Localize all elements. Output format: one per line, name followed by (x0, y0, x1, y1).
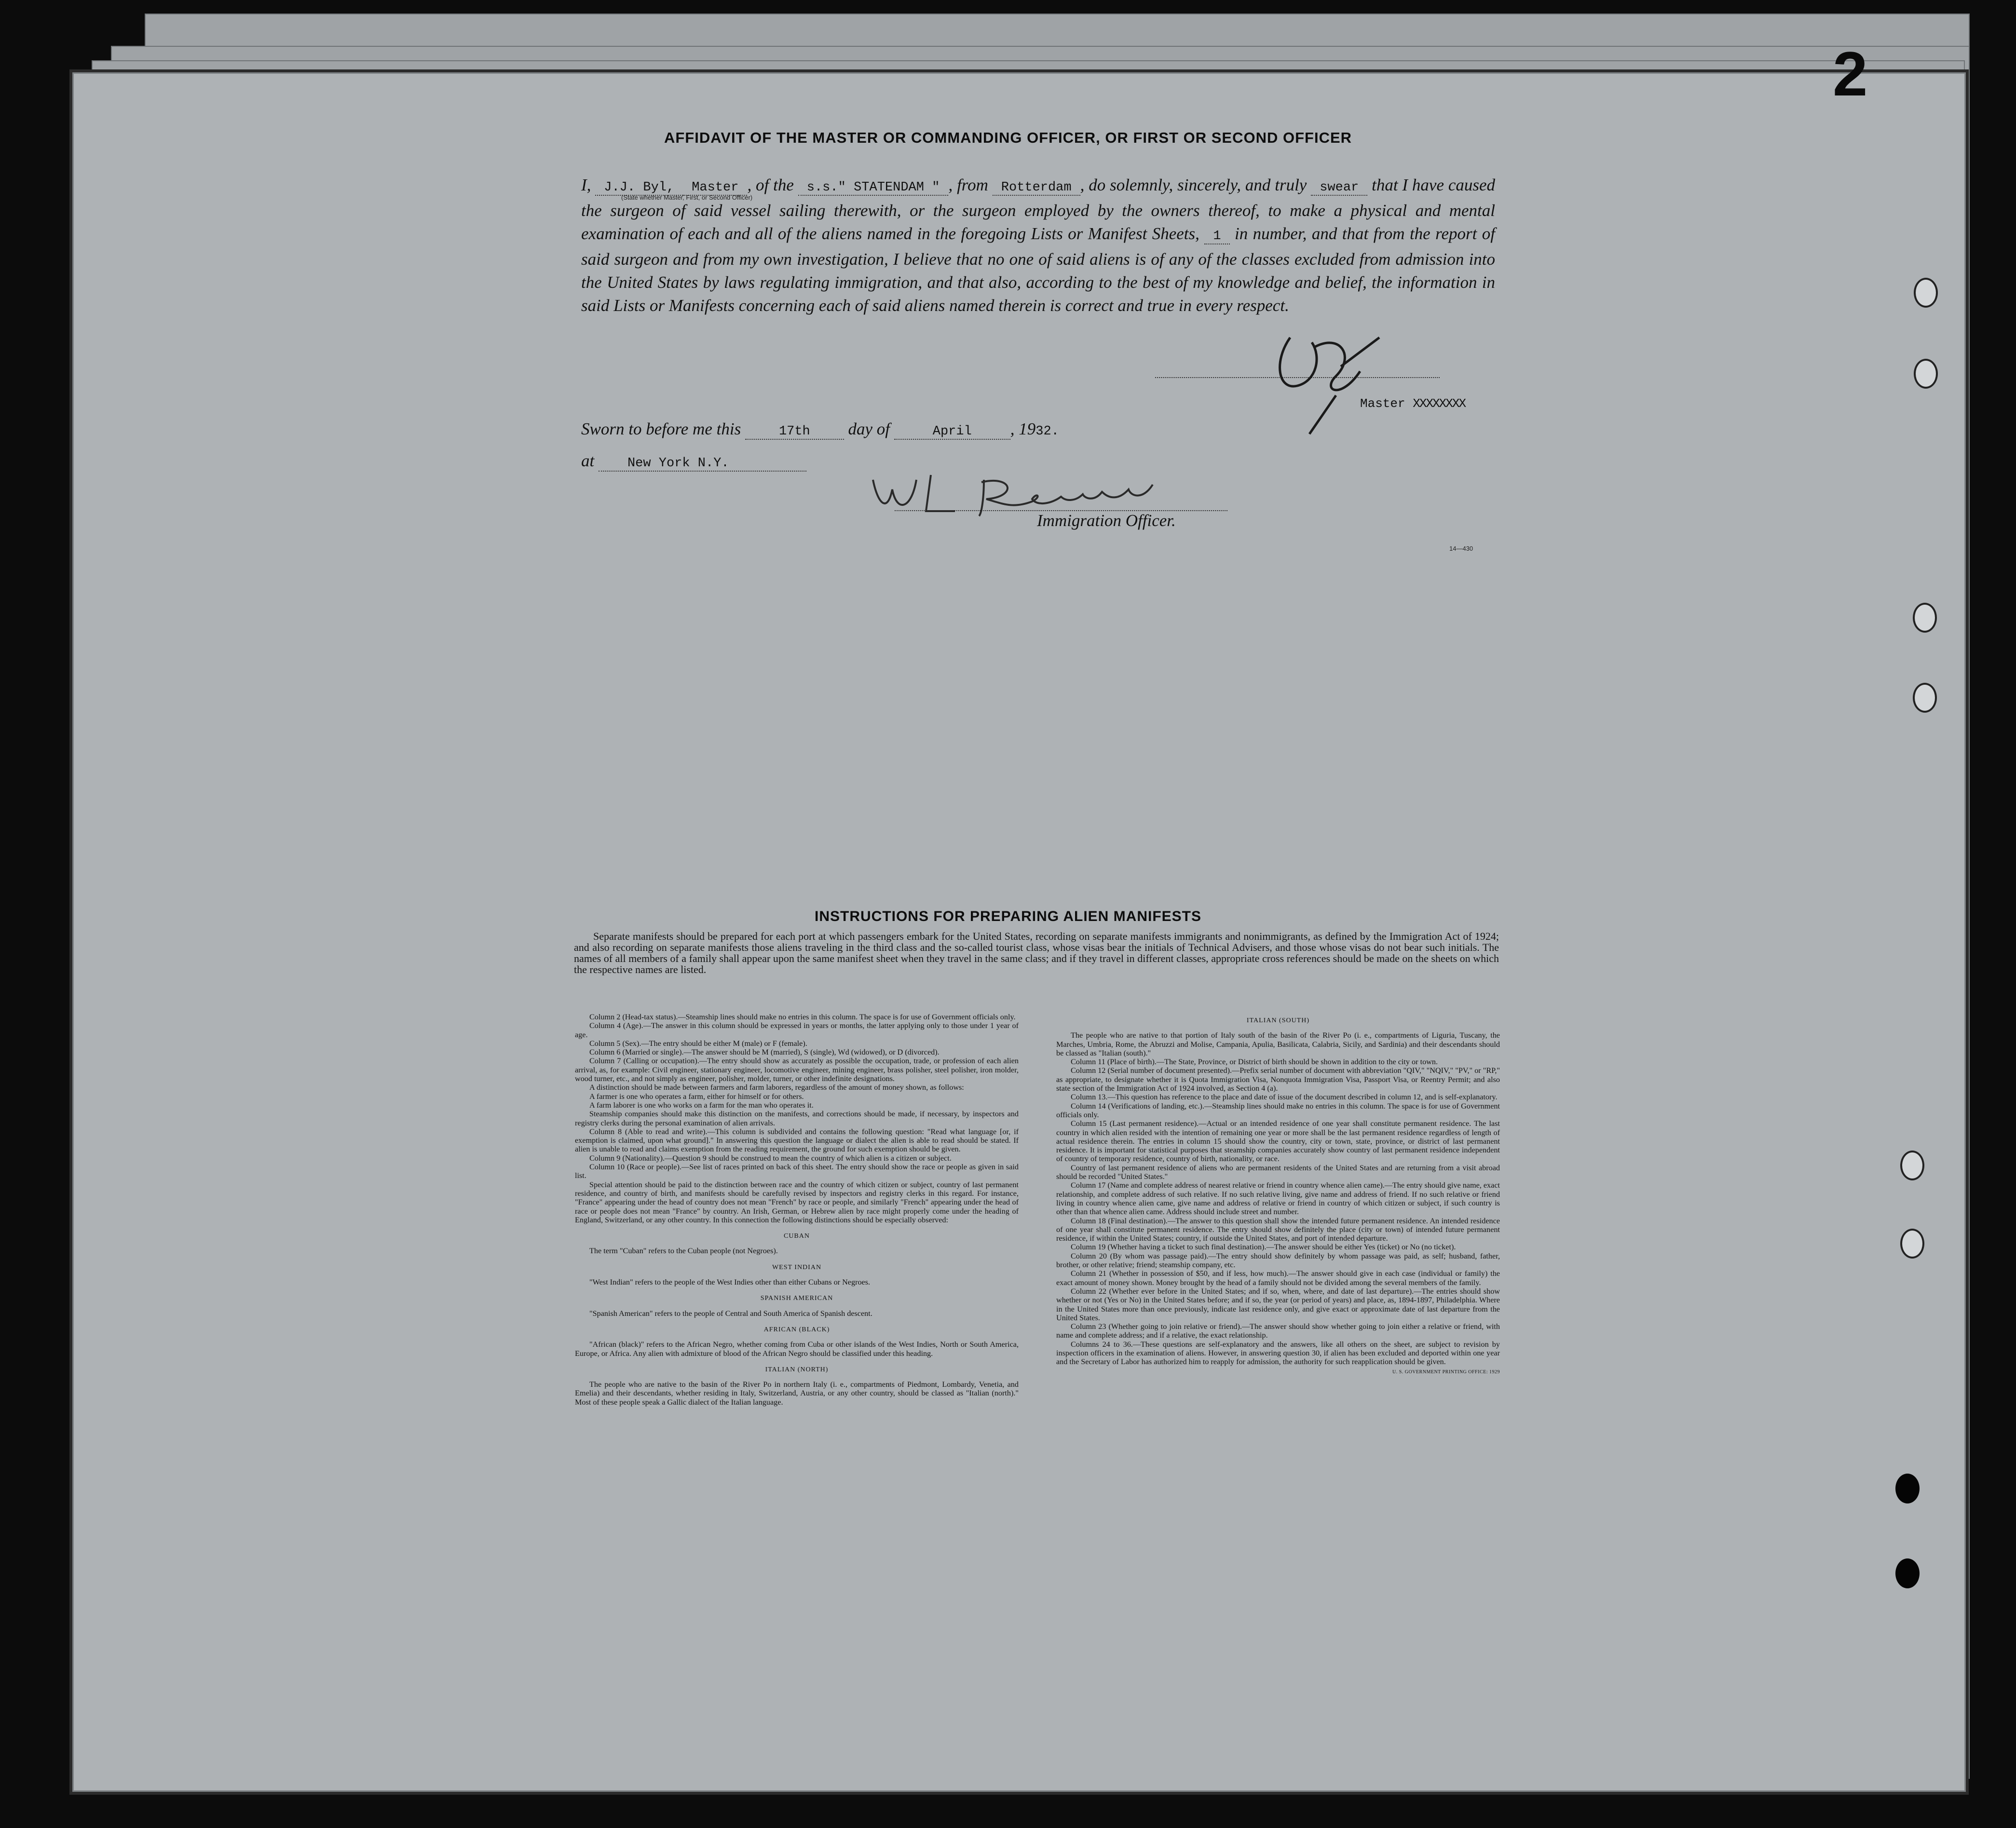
heading-african: AFRICAN (BLACK) (763, 1326, 830, 1333)
instruction-paragraph: Columns 24 to 36.—These questions are self-explanatory and the answers, like all others on the sheet, are subject to revision by inspection officers in the examination of aliens. However, in answering question 30, if alien has been excluded and deported within one year and the Secretary of Labor has authorized him to reapply for admission, the authority for such reapplication should be given. (1056, 1340, 1500, 1367)
instruction-paragraph: Column 12 (Serial number of document presented).—Prefix serial number of document with abbreviation "QIV," "NQIV," "PV," or "RP," as appropriate, to designate whether it is Quota Immigration Visa, Nonquota Immigration Visa, Passport Visa, or Reentry Permit; and also state section of the Immigration Act of 1924 involved, as Section 4 (a). (1056, 1066, 1500, 1093)
instruction-paragraph: Special attention should be paid to the distinction between race and the country of which citizen or subject, country of last permanent residence, and country of birth, and manifests should be carefully revised by inspectors and registry clerks in this regard. For instance, "France" appearing under the head of country does not mean "French" by race or people, and similarly "French" appearing under the head of race or people does not mean "France" by country. An Irish, German, or Hebrew alien by race might properly come under the heading of England, Switzerland, or any other country. In this connection the following distinctions should be especially observed: (575, 1180, 1019, 1224)
ship-name: s.s." STATENDAM " (798, 180, 949, 196)
immigration-officer-label: Immigration Officer. (1037, 511, 1176, 530)
instruction-paragraph: Column 2 (Head-tax status).—Steamship lines should make no entries in this column. The space is for use of Government officials only. (589, 1013, 1016, 1021)
affidavit-body: I, J.J. Byl, Master , of the s.s." STATENDAM " , from Rotterdam , do solemnly, sincerely, and truly swear that I have caused the surgeon of said vessel sailing therewith, or the surgeon employed by the owners thereof, to make a physical and mental examination of each and all of the aliens named in the foregoing Lists or Manifest Sheets, 1 in number, and that from the report of said surgeon and from my own investigation, I believe that no one of said aliens is of any of the classes excluded from admission into the United States by laws regulating immigration, and that also, according to the best of my knowledge and belief, the information in said Lists or Manifests concerning each of said aliens named therein is correct and true in every respect. (581, 176, 1496, 315)
departure-port: Rotterdam (993, 180, 1080, 196)
affidavit-title: AFFIDAVIT OF THE MASTER OR COMMANDING OFFICER, OR FIRST OR SECOND OFFICER (664, 129, 1352, 146)
instruction-paragraph: The people who are native to that portion of Italy south of the basin of the River Po (i. e., compartments of Liguria, Tuscany, the Marches, Umbria, Rome, the Abruzzi and Molise, Campania, Apulia, Basilicata, Calabria, Sicily, and Sardinia) and their descendants should be classed as "Italian (south)." (1056, 1031, 1500, 1057)
instruction-paragraph: Column 18 (Final destination).—The answer to this question shall show the intended future permanent residence. An intended residence of one year shall constitute permanent residence. The entry should show definitely the place (city or town) of intended future permanent residence, if within the United States; country, if outside the United States, and port of intended departure. (1056, 1216, 1500, 1243)
sworn-day: 17th (745, 424, 844, 440)
instruction-paragraph: "Spanish American" refers to the people of Central and South America of Spanish descent. (589, 1309, 872, 1318)
officer-rank: Master (683, 180, 747, 196)
instructions-left-column (575, 1013, 1019, 1407)
instruction-paragraph: A farm laborer is one who works on a farm for the man who operates it. (589, 1100, 814, 1110)
instruction-paragraph: Column 11 (Place of birth).—The State, Province, or District of birth should be shown in addition to the city or town. (1071, 1057, 1438, 1067)
heading-italian-south: ITALIAN (SOUTH) (1246, 1017, 1310, 1024)
instruction-paragraph: Column 17 (Name and complete address of nearest relative or friend in country whence alien came).—The entry should give name, exact relationship, and complete address of such relative. If no such relative living, give name and address of friend. If no such relative or friend living in country whence alien came, give name and address of relative or friend in country of which citizen or subject, if such country is other than that whence alien came. Address should include street and number. (1056, 1181, 1500, 1217)
instruction-paragraph: The term "Cuban" refers to the Cuban people (not Negroes). (589, 1246, 778, 1256)
instructions-intro: Separate manifests should be prepared for each port at which passengers embark for the United States, recording on separate manifests immigrants and nonimmigrants, as defined by the Immigration Act of 1924; and also recording on separate manifests those aliens traveling in the third class and the so-called tourist class, whose visas bear the initials of Technical Advisers, and those whose visas do not bear such initials. The names of all members of a family shall appear upon the same manifest sheet when they travel in the same class; and if they travel in different classes, appropriate cross references should be made on the sheets on which the respective names are listed. (574, 930, 1499, 975)
binder-hole (1895, 1474, 1920, 1503)
binder-hole (1913, 683, 1937, 713)
instruction-paragraph: "West Indian" refers to the people of the West Indies other than either Cubans or Negroes. (589, 1278, 871, 1287)
place-value: New York N.Y. (599, 456, 806, 472)
instruction-paragraph: Country of last permanent residence of aliens who are permanent residents of the United States and are returning from a visit abroad should be recorded "United States." (1056, 1163, 1500, 1181)
sworn-place: at New York N.Y. (581, 451, 806, 471)
instruction-paragraph: Column 19 (Whether having a ticket to such final destination).—The answer should be either Yes (ticket) or No (no ticket). (1071, 1243, 1456, 1252)
instruction-paragraph: A farmer is one who operates a farm, either for himself or for others. (589, 1092, 804, 1101)
instructions-title: INSTRUCTIONS FOR PREPARING ALIEN MANIFESTS (814, 908, 1202, 924)
struck-titles: XXXXXXXX (1413, 396, 1466, 411)
instruction-paragraph: Column 6 (Married or single).—The answer should be M (married), S (single), Wd (widowed), or D (divorced). (589, 1048, 940, 1057)
instruction-paragraph: Column 23 (Whether going to join relative or friend).—The answer should show whether going to join either a relative or friend, with name and complete address; and if a relative, the exact relationship. (1056, 1322, 1500, 1340)
instruction-paragraph: Column 21 (Whether in possession of $50, and if less, how much).—The answer should give in each case (individual or family) the exact amount of money shown. Money brought by the head of a family should not be divided among the several members of the family. (1056, 1269, 1500, 1287)
instruction-paragraph: "African (black)" refers to the African Negro, whether coming from Cuba or other islands of the West Indies, North or South America, Europe, or Africa. Any alien with admixture of blood of the African Negro should be classified under this heading. (575, 1340, 1019, 1358)
binder-hole (1900, 1229, 1924, 1259)
instruction-paragraph: Steamship companies should make this distinction on the manifests, and corrections should be made, if necessary, by inspectors and registry clerks during the personal examination of alien arrivals. (575, 1110, 1019, 1127)
instruction-paragraph: Column 14 (Verifications of landing, etc.).—Steamship lines should make no entries in this column. The space is for use of Government officials only. (1056, 1101, 1500, 1119)
instruction-paragraph: Column 7 (Calling or occupation).—The entry should show as accurately as possible the occupation, trade, or profession of each alien arrival, as, for example: Civil engineer, stationary engineer, locomotive engineer, mining engineer, brass polisher, steel polisher, iron molder, wood turner, etc., and not simply as engineer, polisher, molder, turner, or other indefinite designations. (575, 1056, 1019, 1083)
master-signature (1264, 318, 1394, 439)
heading-cuban: CUBAN (783, 1232, 810, 1240)
form-number: 14—430 (1449, 545, 1473, 552)
page-number: 2 (1833, 39, 1868, 109)
binder-hole (1914, 359, 1938, 389)
rank-note: (State whether Master, First, or Second Officer) (621, 194, 753, 201)
instruction-paragraph: Column 9 (Nationality).—Question 9 should be construed to mean the country of which alien is a citizen or subject. (589, 1153, 952, 1163)
heading-west-indian: WEST INDIAN (772, 1263, 822, 1271)
signature-title: Master XXXXXXXX (1360, 396, 1466, 411)
binder-hole (1914, 278, 1938, 308)
instruction-paragraph: A distinction should be made between farmers and farm laborers, regardless of the amount of money shown, as follows: (589, 1083, 964, 1092)
instruction-paragraph: Column 8 (Able to read and write).—This column is subdivided and contains the following question: "Read what language [or, if exemption is claimed, upon what ground]." In answering this question the language or dialect the alien is able to read should be stated. If alien is unable to read and claims exemption from the reading requirement, the ground for such exemption should be given. (575, 1127, 1019, 1154)
instruction-paragraph: Column 20 (By whom was passage paid).—The entry should show definitely by whom passage was paid, as self; husband, father, brother, or other relative; friend; steamship company, etc. (1056, 1251, 1500, 1270)
sworn-month: April (894, 424, 1010, 440)
heading-spanish-american: SPANISH AMERICAN (760, 1295, 833, 1302)
instruction-paragraph: Column 4 (Age).—The answer in this column should be expressed in years or months, the latter applying only to those under 1 year of age. (575, 1021, 1019, 1039)
instruction-paragraph: Column 13.—This question has reference to the place and date of issue of the document described in column 12, and is self-explanatory. (1071, 1093, 1498, 1102)
binder-hole (1900, 1151, 1924, 1180)
binder-hole (1913, 603, 1937, 633)
sworn-statement: Sworn to before me this 17th day of April , 1932. (581, 420, 1059, 439)
oath-word: swear (1311, 180, 1367, 196)
sheet-count: 1 (1204, 229, 1229, 244)
instruction-paragraph: Column 10 (Race or people).—See list of races printed on back of this sheet. The entry should show the race or people as given in said list. (575, 1163, 1019, 1180)
binder-hole (1895, 1558, 1920, 1588)
officer-name: J.J. Byl, (595, 180, 683, 196)
instruction-paragraph: The people who are native to the basin of the River Po in northern Italy (i. e., compartments of Piedmont, Lombardy, Venetia, and Emelia) and their descendants, whether residing in Italy, Switzerland, Austria, or any other country, should be classed as "Italian (north)." Most of these people speak a Gallic dialect of the Italian language. (575, 1380, 1019, 1407)
instruction-paragraph: Column 15 (Last permanent residence).—Actual or an intended residence of one year shall constitute permanent residence. The last country in which alien resided with the intention of remaining one year or more shall be the last permanent residence regardless of length of actual residence therein. The entries in column 15 should show the country, city or town, state, province, or district of last permanent residence. It is important for statistical purposes that steamship companies accurately show country of last permanent residence independent of country of temporary residence, country of birth, nationality, or race. (1056, 1119, 1500, 1164)
instruction-paragraph: Column 22 (Whether ever before in the United States; and if so, when, where, and date of last departure).—The entries should show whether or not (Yes or No) in the United States before; and if so, the year (or period of years) and place, as, 1894-1897, Philadelphia. Where in the United States more than once previously, indicate last residence only, and give exact or approximate date of last departure from the United States. (1056, 1286, 1500, 1322)
printer-imprint: U. S. GOVERNMENT PRINTING OFFICE: 1929 (1392, 1369, 1500, 1375)
instruction-paragraph: Column 5 (Sex).—The entry should be either M (male) or F (female). (589, 1039, 807, 1048)
instructions-right-column (1056, 1013, 1500, 1377)
sworn-year: 32. (1035, 424, 1059, 439)
heading-italian-north: ITALIAN (NORTH) (765, 1366, 829, 1373)
